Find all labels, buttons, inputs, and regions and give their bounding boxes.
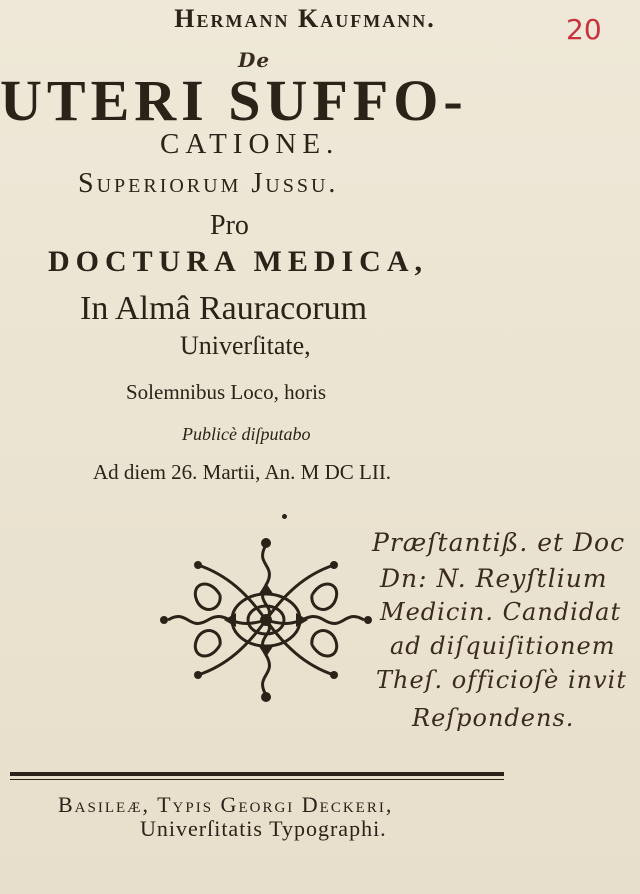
superiorum-jussu: Superiorum Jussu. [78, 168, 339, 199]
small-mark [282, 514, 287, 519]
ornament-icon [158, 535, 374, 705]
imprint-line-1: Basileæ, Typis Georgi Deckeri, [58, 792, 394, 817]
pro-line: Pro [210, 210, 249, 241]
inscription-line-6: Reſpondens. [412, 704, 575, 732]
ad-diem-line: Ad diem 26. Martii, An. M DC LII. [93, 460, 392, 484]
divider-rule-thick [10, 772, 504, 776]
in-alma-rauracorum: In Almâ Rauracorum [80, 290, 368, 327]
inscription-line-5: Theſ. officioſè invit [376, 666, 627, 694]
imprint-line-2: Univerſitatis Typographi. [140, 816, 387, 841]
shelf-number: 20 [566, 13, 602, 46]
inscription-line-2: Dn: N. Reyſtlium [380, 564, 608, 593]
inscription-line-3: Medicin. Candidat [380, 598, 622, 626]
inscription-line-4: ad diſquiſitionem [390, 632, 616, 660]
doctura-medica: DOCTURA MEDICA, [48, 245, 429, 278]
inscription-line-1: Præſtantiß. et Doc [372, 528, 626, 557]
publice-disputabo: Publicè diſputabo [182, 424, 311, 444]
title-line-1: UTERI SUFFO- [0, 68, 468, 133]
de-heading: De [238, 48, 271, 72]
divider-rule-thin [10, 779, 504, 780]
solemnibus-line: Solemnibus Loco, horis [126, 380, 327, 404]
universitate: Univerſitate, [180, 331, 311, 360]
author-name: Hermann Kaufmann. [174, 4, 436, 33]
title-line-2: CATIONE. [160, 128, 340, 160]
